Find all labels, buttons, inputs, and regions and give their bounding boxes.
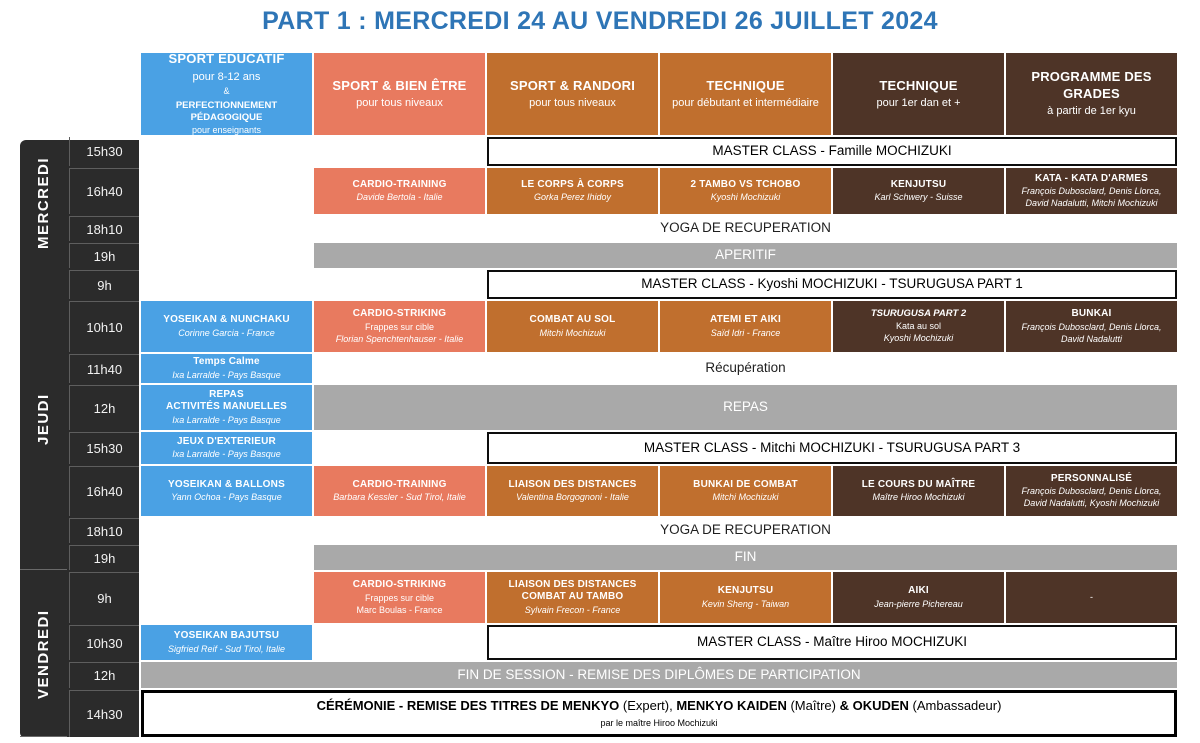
cell-text-line: TECHNIQUE bbox=[879, 77, 958, 93]
schedule-cell bbox=[141, 354, 312, 383]
cell-text-line: BUNKAI DE COMBAT bbox=[693, 478, 798, 490]
cell-text-line: Frappes sur cible bbox=[364, 592, 435, 603]
cell-text-line: MASTER CLASS - Famille MOCHIZUKI bbox=[712, 143, 952, 159]
schedule-cell bbox=[487, 137, 1177, 166]
time-label: 12h bbox=[69, 662, 139, 688]
cell-text-line: Corinne Garcia - France bbox=[178, 327, 275, 338]
cell-text-line: MASTER CLASS - Maître Hiroo MOCHIZUKI bbox=[696, 634, 968, 650]
schedule-cell bbox=[487, 168, 658, 214]
cell-text-line: Frappes sur cible bbox=[364, 321, 435, 332]
cell-text-line: KATA - KATA D'ARMES bbox=[1034, 172, 1148, 184]
cell-text-line: Florian Spenchtenhauser - Italie bbox=[335, 333, 464, 344]
schedule-cell bbox=[141, 662, 1177, 688]
cell-text-line: Saïd Idri - France bbox=[710, 327, 781, 338]
page-title: PART 1 : MERCREDI 24 AU VENDREDI 26 JUILLET 2024 bbox=[262, 7, 938, 35]
cell-text-line: BUNKAI bbox=[1071, 308, 1112, 319]
cell-text-line: FIN bbox=[734, 549, 757, 565]
text-segment: (Expert), bbox=[622, 698, 677, 714]
cell-text-line: 2 TAMBO VS TCHOBO bbox=[690, 178, 801, 190]
cell-text-line: SPORT & RANDORI bbox=[509, 77, 636, 93]
header-cell bbox=[141, 53, 312, 135]
cell-text-line: AIKI bbox=[908, 585, 929, 597]
time-label: 19h bbox=[69, 243, 139, 268]
text-segment: MENKYO KAIDEN bbox=[676, 698, 791, 714]
cell-text-line: REPAS bbox=[209, 388, 244, 400]
schedule-cell bbox=[141, 385, 312, 430]
cell-text-line: JEUX D'EXTERIEUR bbox=[177, 435, 276, 447]
schedule-cell bbox=[487, 270, 1177, 299]
day-label: VENDREDI bbox=[20, 572, 67, 737]
cell-text-line: Karl Schwery - Suisse bbox=[874, 192, 963, 203]
cell-text-line: - bbox=[1090, 592, 1093, 603]
schedule-cell bbox=[833, 466, 1004, 516]
schedule-cell bbox=[141, 625, 312, 660]
header-cell bbox=[660, 53, 831, 135]
schedule-cell bbox=[314, 545, 1177, 570]
cell-text-line: YOGA DE RECUPERATION bbox=[660, 220, 831, 236]
cell-text-line: Ixa Larralde - Pays Basque bbox=[172, 414, 281, 425]
cell-text-line: David Nadalutti bbox=[1060, 333, 1123, 344]
cell-text-line: LE CORPS À CORPS bbox=[521, 178, 624, 190]
schedule-cell bbox=[314, 168, 485, 214]
time-label: 18h10 bbox=[69, 518, 139, 543]
cell-text-line: Kyoshi Mochizuki bbox=[710, 192, 781, 203]
text-segment: (Ambassadeur) bbox=[912, 698, 1002, 714]
schedule-cell bbox=[314, 518, 1177, 543]
time-label: 9h bbox=[69, 572, 139, 623]
header-cell bbox=[833, 53, 1004, 135]
cell-text-line: Ixa Larralde - Pays Basque bbox=[172, 449, 281, 460]
schedule-cell bbox=[314, 243, 1177, 268]
schedule-cell bbox=[833, 572, 1004, 623]
cell-text-line: Barbara Kessler - Sud Tirol, Italie bbox=[333, 492, 466, 503]
schedule-cell bbox=[1006, 168, 1177, 214]
cell-text-line: Sigfried Reif - Sud Tirol, Italie bbox=[168, 643, 285, 654]
schedule-cell bbox=[314, 354, 1177, 383]
time-label: 10h10 bbox=[69, 301, 139, 352]
cell-text-line: François Dubosclard, Denis Llorca, bbox=[1021, 186, 1162, 196]
time-label: 16h40 bbox=[69, 168, 139, 214]
schedule-grid bbox=[20, 53, 1177, 737]
schedule-cell bbox=[660, 572, 831, 623]
schedule-cell bbox=[487, 301, 658, 352]
schedule-cell bbox=[833, 168, 1004, 214]
cell-text-line: LIAISON DES DISTANCES bbox=[508, 578, 637, 590]
schedule-cell bbox=[141, 432, 312, 464]
cell-text-line: Ixa Larralde - Pays Basque bbox=[172, 369, 281, 380]
cell-text-line: Maître Hiroo Mochizuki bbox=[872, 492, 965, 503]
cell-text-line: pour 8-12 ans bbox=[192, 70, 261, 83]
cell-text-line: KENJUTSU bbox=[890, 178, 947, 190]
cell-text-line: David Nadalutti, Mitchi Mochizuki bbox=[1025, 198, 1158, 209]
cell-text-line: pour tous niveaux bbox=[356, 96, 443, 109]
header-cell bbox=[487, 53, 658, 135]
cell-text-line: Mitchi Mochizuki bbox=[539, 327, 606, 338]
cell-text-line: par le maître Hiroo Mochizuki bbox=[600, 717, 718, 728]
cell-text-line: pour tous niveaux bbox=[529, 96, 616, 109]
schedule-cell bbox=[487, 572, 658, 623]
schedule-cell bbox=[487, 432, 1177, 464]
cell-text-line: Mitchi Mochizuki bbox=[712, 492, 779, 503]
cell-text-line: FIN DE SESSION - REMISE DES DIPLÔMES DE PARTICIPATION bbox=[457, 666, 861, 682]
cell-text-line: YOSEIKAN & NUNCHAKU bbox=[163, 314, 290, 326]
schedule-cell bbox=[833, 301, 1004, 352]
schedule-cell bbox=[314, 466, 485, 516]
cell-text-line: REPAS bbox=[723, 399, 768, 415]
cell-text-line: KENJUTSU bbox=[717, 585, 774, 597]
cell-text-line: YOGA DE RECUPERATION bbox=[660, 522, 831, 538]
cell-text-line: SPORT & BIEN ÊTRE bbox=[332, 77, 467, 93]
time-label: 15h30 bbox=[69, 137, 139, 166]
schedule-cell bbox=[660, 466, 831, 516]
cell-text-line: François Dubosclard, Denis Llorca, bbox=[1021, 321, 1162, 332]
cell-text-line: Yann Ochoa - Pays Basque bbox=[171, 492, 282, 503]
cell-text-line: Marc Boulas - France bbox=[356, 604, 443, 615]
cell-text-line: CARDIO-TRAINING bbox=[352, 178, 447, 190]
cell-text-line: Kevin Sheng - Taiwan bbox=[701, 598, 790, 609]
schedule-cell bbox=[1006, 466, 1177, 516]
cell-text-line: CARDIO-STRIKING bbox=[352, 579, 447, 590]
cell-text-line: Valentina Borgognoni - Italie bbox=[516, 492, 629, 503]
schedule-cell bbox=[141, 466, 312, 516]
time-label: 18h10 bbox=[69, 216, 139, 241]
schedule-cell bbox=[660, 168, 831, 214]
schedule-cell bbox=[141, 301, 312, 352]
text-segment: (Maître) bbox=[790, 698, 840, 714]
time-label: 16h40 bbox=[69, 466, 139, 516]
header-cell bbox=[1006, 53, 1177, 135]
cell-text-line: Kyoshi Mochizuki bbox=[883, 333, 954, 344]
text-segment: CÉRÉMONIE - REMISE DES TITRES DE MENKYO bbox=[316, 698, 623, 714]
time-label: 9h bbox=[69, 270, 139, 299]
cell-text-line: YOSEIKAN BAJUTSU bbox=[173, 630, 280, 642]
cell-text-line: ACTIVITÉS MANUELLES bbox=[165, 401, 288, 413]
text-segment: & OKUDEN bbox=[839, 698, 913, 714]
day-label: MERCREDI bbox=[35, 156, 52, 249]
schedule-cell bbox=[1006, 301, 1177, 352]
time-label: 19h bbox=[69, 545, 139, 570]
schedule-cell bbox=[487, 625, 1177, 660]
schedule-cell bbox=[1006, 572, 1177, 623]
cell-text-line: à partir de 1er kyu bbox=[1047, 104, 1136, 117]
cell-text-line: & bbox=[223, 86, 230, 97]
schedule-cell bbox=[314, 385, 1177, 430]
cell-text-line: CARDIO-STRIKING bbox=[352, 308, 447, 319]
cell-text-line: YOSEIKAN & BALLONS bbox=[168, 478, 285, 490]
cell-text-line: COMBAT AU TAMBO bbox=[521, 591, 624, 603]
time-label: 12h bbox=[69, 385, 139, 430]
cell-text-line: Kata au sol bbox=[895, 321, 942, 332]
time-label: 14h30 bbox=[69, 690, 139, 737]
day-label: JEUDI bbox=[20, 270, 67, 570]
schedule-cell bbox=[141, 690, 1177, 737]
cell-text-line: David Nadalutti, Kyoshi Mochizuki bbox=[1023, 498, 1160, 509]
cell-text-line: Récupération bbox=[705, 360, 786, 376]
cell-text-line: MASTER CLASS - Mitchi MOCHIZUKI - TSURUGUSA PART 3 bbox=[643, 439, 1021, 455]
cell-text-line: TECHNIQUE bbox=[706, 77, 785, 93]
time-label: 11h40 bbox=[69, 354, 139, 383]
cell-text-line: François Dubosclard, Denis Llorca, bbox=[1021, 486, 1162, 496]
cell-text-line: Gorka Perez Ihidoy bbox=[533, 192, 612, 203]
cell-text-line: TSURUGUSA PART 2 bbox=[870, 308, 967, 320]
schedule-cell bbox=[314, 216, 1177, 241]
cell-text-line: Davide Bertola - Italie bbox=[356, 192, 443, 203]
cell-text-line: pour débutant et intermédiaire bbox=[672, 96, 819, 109]
cell-text-line: ATEMI ET AIKI bbox=[710, 314, 781, 326]
cell-text-line: PERFECTIONNEMENT PÉDAGOGIQUE bbox=[175, 99, 278, 123]
schedule-cell bbox=[314, 301, 485, 352]
schedule-cell bbox=[487, 466, 658, 516]
schedule-cell bbox=[314, 572, 485, 623]
cell-text-line: LIAISON DES DISTANCES bbox=[508, 478, 637, 490]
cell-text-line: COMBAT AU SOL bbox=[529, 314, 616, 326]
cell-text-line bbox=[317, 698, 1002, 714]
cell-text-line: PERSONNALISÉ bbox=[1050, 472, 1133, 484]
cell-text-line: SPORT EDUCATIF bbox=[168, 51, 285, 67]
cell-text-line: Sylvain Frecon - France bbox=[524, 604, 621, 615]
time-label: 10h30 bbox=[69, 625, 139, 660]
cell-text-line: Jean-pierre Pichereau bbox=[874, 598, 963, 609]
cell-text-line: MASTER CLASS - Kyoshi MOCHIZUKI - TSURUGUSA PART 1 bbox=[641, 276, 1023, 292]
cell-text-line: LE COURS DU MAÎTRE bbox=[861, 478, 976, 490]
cell-text-line: PROGRAMME DES GRADES bbox=[1031, 69, 1152, 101]
cell-text-line: APERITIF bbox=[715, 247, 776, 263]
schedule-cell bbox=[660, 301, 831, 352]
cell-text-line: pour 1er dan et + bbox=[876, 96, 961, 109]
cell-text-line: Temps Calme bbox=[193, 356, 260, 368]
time-label: 15h30 bbox=[69, 432, 139, 464]
header-cell bbox=[314, 53, 485, 135]
cell-text-line: pour enseignants bbox=[191, 125, 262, 136]
cell-text-line: CARDIO-TRAINING bbox=[352, 478, 447, 490]
